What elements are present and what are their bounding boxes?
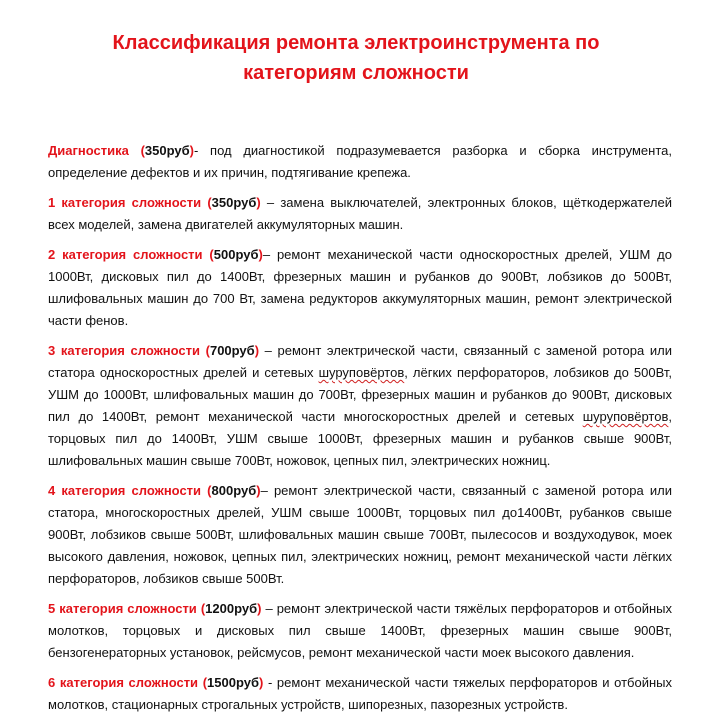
category-name: 4 категория сложности — [48, 483, 202, 498]
document-body — [48, 140, 672, 724]
price-close: ) — [257, 601, 262, 616]
title-line-1: Классификация ремонта электроинструмента по — [112, 32, 600, 54]
category-description: – замена выключателей, электронных блоков, щёткодержателей всех моделей, замена двигателей аккумуляторных машин. — [48, 195, 672, 232]
paragraph-category-5 — [48, 598, 672, 664]
price-open: ( — [201, 195, 212, 210]
category-description: – ремонт механической части односкоростных дрелей, УШМ до 1000Вт, дисковых пил до 1400Вт, фрезерных машин и рубанков до 900Вт, лобзиков до 500Вт, шлифовальных машин до 700 Вт, замена редукторов аккумуляторных машин, ремонт электрической части фенов. — [48, 247, 672, 328]
price-close: ) — [258, 675, 264, 690]
category-name: Диагностика — [48, 143, 129, 158]
category-description-part-a: – ремонт электрической части, связанный с заменой ротора или статора односкоростных дрелей и сетевых — [48, 343, 672, 380]
paragraph-diagnostics — [48, 140, 672, 184]
category-description: – ремонт электрической части тяжёлых перфораторов и отбойных молотков, торцовых и дисковых пил свыше 1400Вт, фрезерных машин свыше 900Вт, бензогенераторных установок, рейсмусов, ремонт механической части моек высокого давления. — [48, 601, 672, 660]
category-name: 2 категория сложности — [48, 247, 203, 262]
paragraph-category-2 — [48, 244, 672, 332]
category-name: 1 категория сложности — [48, 195, 202, 210]
price-close: ) — [254, 343, 260, 358]
category-description-part-b: , лёгких перфораторов, лобзиков до 500Вт, УШМ до 1000Вт, шлифовальных машин до 700Вт, фрезерных машин и рубанков до 900Вт, дисковых пил до 1400Вт, ремонт механической части многоскоростных дрелей и сетевых — [48, 365, 672, 424]
category-price: 500руб — [213, 247, 259, 262]
category-price: 1200руб — [205, 601, 258, 616]
price-close: ) — [258, 247, 263, 262]
paragraph-category-3 — [48, 340, 672, 472]
category-name: 5 категория сложности — [48, 601, 197, 616]
price-open: ( — [198, 675, 208, 690]
category-price: 350руб — [211, 195, 257, 210]
price-open: ( — [202, 247, 214, 262]
category-description: - ремонт механической части тяжелых перфораторов и отбойных молотков, стационарных строгальных устройств, шипорезных, пазорезных устройств. — [48, 675, 672, 712]
category-description: – ремонт электрической части, связанный с заменой ротора или статора, многоскоростных дрелей, УШМ свыше 1000Вт, торцовых пил до1400Вт, рубанков свыше 900Вт, лобзиков свыше 500Вт, шлифовальных машин свыше 700Вт, пылесосов и воздуходувок, моек высокого давления, ножовок, цепных пил, электрических ножниц, ремонт механической части лёгких перфораторов, лобзиков свыше 500Вт. — [48, 483, 672, 586]
misspelled-word: шуруповёртов — [318, 365, 405, 380]
price-open: ( — [128, 143, 145, 158]
category-description-part-c: , торцовых пил до 1400Вт, УШМ свыше 1000Вт, фрезерных машин и рубанков свыше 900Вт, шлифовальных машин свыше 700Вт, ножовок, цепных пил, электрических ножниц. — [48, 409, 672, 468]
price-open: ( — [201, 483, 212, 498]
category-description: - под диагностикой подразумевается разборка и сборка инструмента, определение дефектов и их причин, подтягивание крепежа. — [48, 143, 672, 180]
price-close: ) — [256, 483, 261, 498]
misspelled-word: шуруповёртов — [582, 409, 669, 424]
category-price: 700руб — [209, 343, 255, 358]
paragraph-category-4 — [48, 480, 672, 590]
page-title — [0, 28, 712, 88]
category-name: 6 категория сложности — [48, 675, 199, 690]
price-close: ) — [189, 143, 194, 158]
paragraph-category-6 — [48, 672, 672, 716]
category-price: 350руб — [144, 143, 190, 158]
category-price: 1500руб — [207, 675, 259, 690]
category-price: 800руб — [211, 483, 257, 498]
title-line-2: категориям сложности — [243, 62, 469, 84]
price-close: ) — [256, 195, 261, 210]
price-open: ( — [200, 343, 210, 358]
category-name: 3 категория сложности — [48, 343, 201, 358]
price-open: ( — [196, 601, 206, 616]
paragraph-category-1 — [48, 192, 672, 236]
